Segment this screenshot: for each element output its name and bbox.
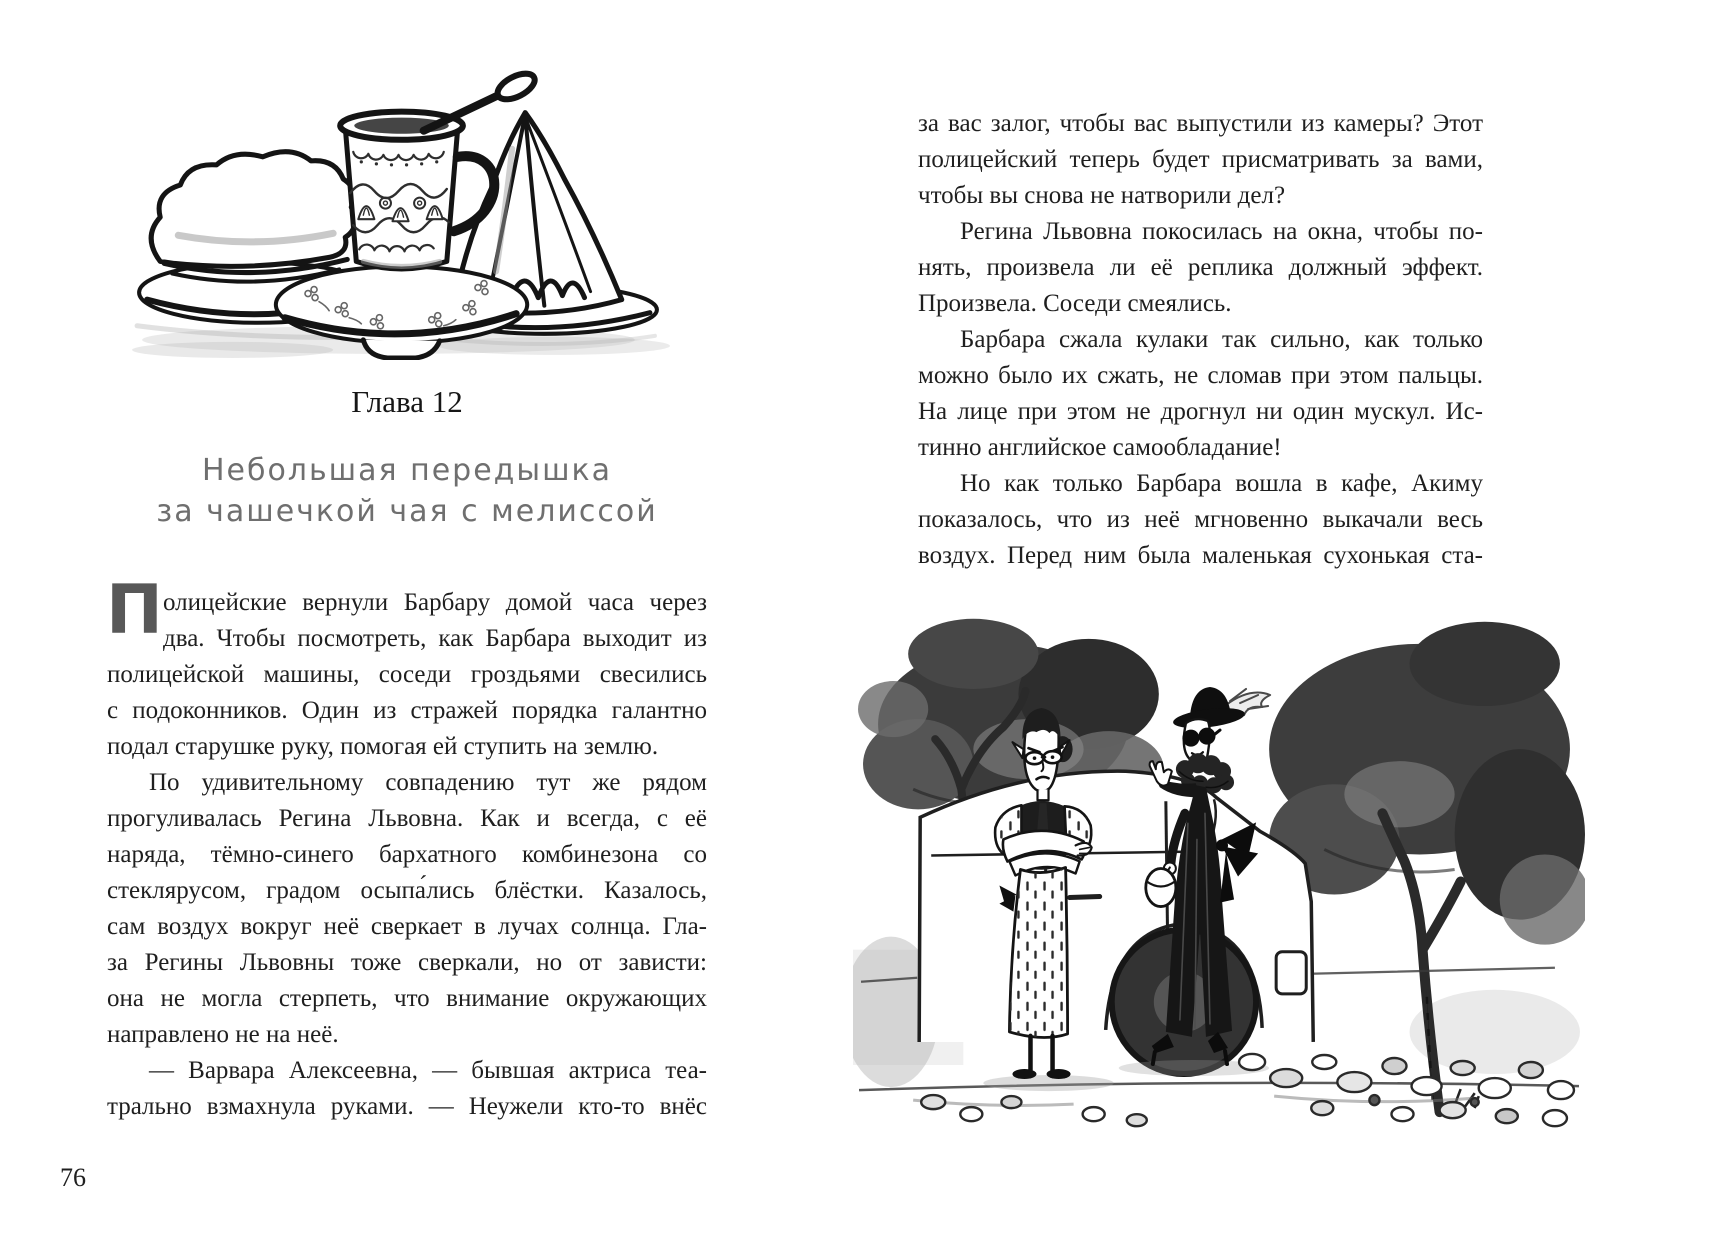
text-line: можно было их сжать, не сломав при этом пальцы. [918, 362, 1483, 389]
street-scene-illustration [853, 598, 1585, 1156]
text-line: два. Чтобы посмотреть, как Барбара выходит из [163, 625, 707, 652]
text-line: сам воздух вокруг неё сверкает в лучах солнца. Гла- [107, 913, 707, 940]
text-line: она не могла стерпеть, что внимание окружающих [107, 985, 707, 1012]
right-page-text [918, 106, 1483, 574]
text-line: чтобы вы снова не натворили дел? [918, 182, 1286, 209]
text-line: наряда, тёмно-синего бархатного комбинезона со [107, 841, 707, 868]
text-line: трально взмахнула руками. — Неужели кто-то внёс [107, 1093, 707, 1120]
text-line: Но как только Барбара вошла в кафе, Акиму [960, 470, 1483, 497]
chapter-subtitle-line: Небольшая передышка [201, 453, 613, 488]
text-line: воздух. Перед ним была маленькая сухонькая ста- [918, 542, 1483, 569]
chapter-subtitle [57, 450, 757, 532]
text-line: На лице при этом не дрогнул ни один мускул. Ис- [918, 398, 1483, 425]
chapter-subtitle-line: за чашечкой чая с мелиссой [156, 494, 658, 529]
text-line: показалось, что из неё мгновенно выкачали весь [918, 506, 1483, 533]
text-line: тинно английское самообладание! [918, 434, 1282, 461]
left-page-text [106, 571, 707, 1125]
text-line: Барбара сжала кулаки так сильно, как только [960, 326, 1483, 353]
text-line: подал старушке руку, помогая ей ступить на землю. [107, 733, 659, 760]
text-line: за Регины Львовны тоже сверкали, но от зависти: [107, 949, 707, 976]
text-line: Произвела. Соседи смеялись. [918, 290, 1232, 317]
text-line: за вас залог, чтобы вас выпустили из камеры? Этот [918, 110, 1483, 137]
dropcap-letter: П [106, 571, 163, 650]
text-line: направлено не на неё. [107, 1021, 339, 1048]
text-line: полицейской машины, соседи гроздьями свесились [107, 661, 707, 688]
chapter-heading: Глава 12 [351, 384, 463, 419]
text-line: олицейские вернули Барбару домой часа через [163, 589, 707, 616]
text-line: стеклярусом, градом осыпа́лись блёстки. Казалось, [107, 877, 707, 904]
text-line: — Варвара Алексеевна, — бывшая актриса теа- [149, 1057, 707, 1084]
text-line: прогуливалась Регина Львовна. Как и всегда, с её [107, 805, 707, 832]
page-number: 76 [60, 1163, 86, 1192]
text-line: полицейский теперь будет присматривать за вами, [918, 146, 1483, 173]
text-line: По удивительному совпадению тут же рядом [149, 769, 707, 796]
text-line: с подоконников. Один из стражей порядка галантно [107, 697, 707, 724]
tea-still-life-illustration [122, 8, 670, 360]
text-line: Регина Львовна покосилась на окна, чтобы по- [960, 218, 1483, 245]
text-line: нять, произвела ли её реплика должный эффект. [918, 254, 1483, 281]
